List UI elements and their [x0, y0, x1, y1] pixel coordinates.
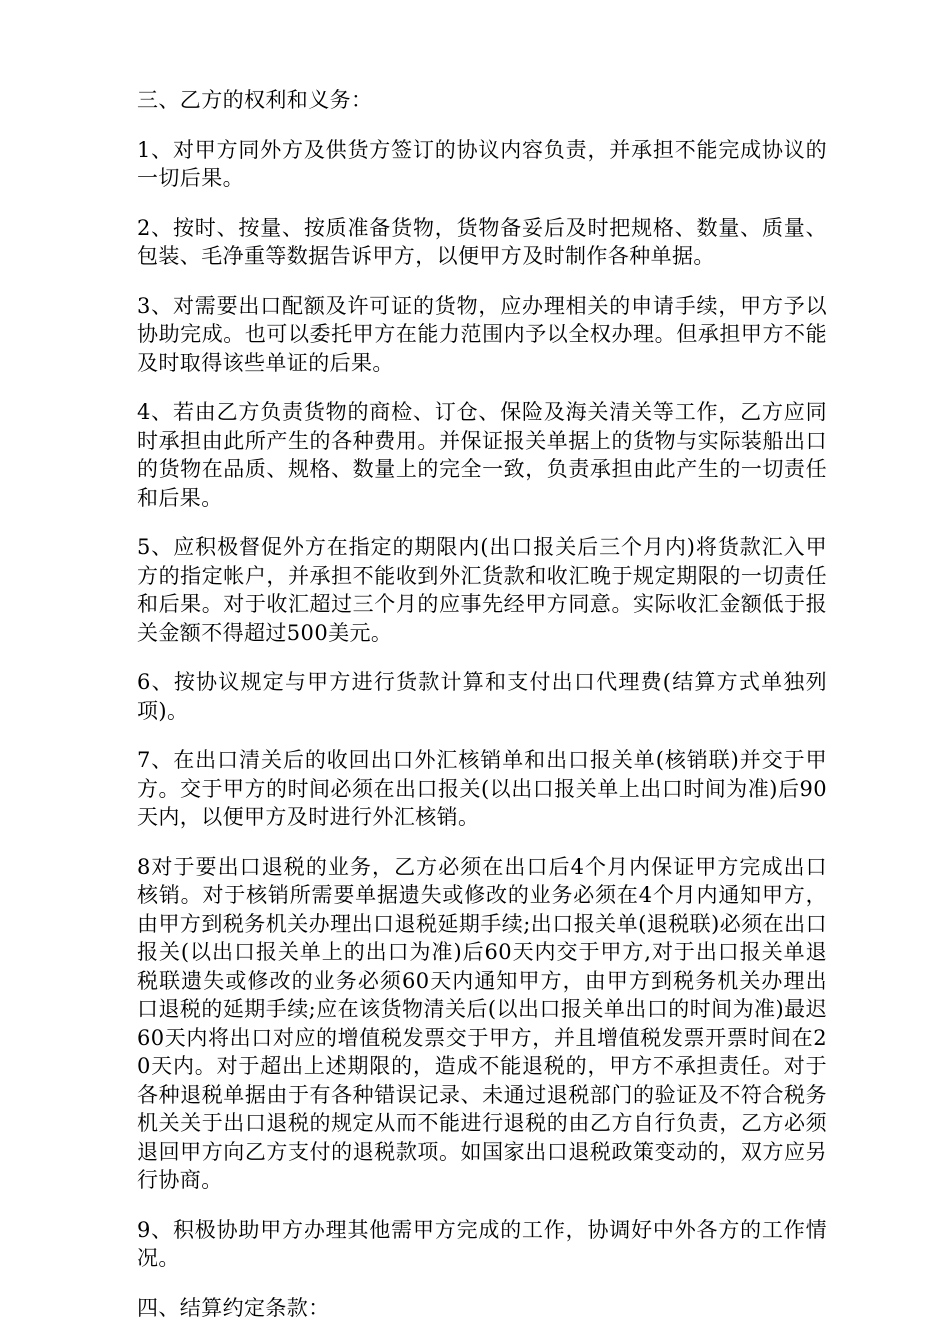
clause-9: 9、积极协助甲方办理其他需甲方完成的工作，协调好中外各方的工作情况。 [137, 1217, 827, 1270]
document-body [137, 86, 827, 1343]
clause-1: 1、对甲方同外方及供货方签订的协议内容负责，并承担不能完成协议的一切后果。 [137, 137, 827, 190]
clause-4: 4、若由乙方负责货物的商检、订仓、保险及海关清关等工作，乙方应同时承担由此所产生的各种费用。并保证报关单据上的货物与实际装船出口的货物在品质、规格、数量上的完全一致，负责承担由此产生的一切责任和后果。 [137, 400, 827, 510]
section-heading-settlement: 四、结算约定条款： [137, 1295, 330, 1320]
clause-3: 3、对需要出口配额及许可证的货物，应办理相关的申请手续，甲方予以协助完成。也可以委托甲方在能力范围内予以全权办理。但承担甲方不能及时取得该些单证的后果。 [137, 293, 827, 375]
clause-5: 5、应积极督促外方在指定的期限内(出口报关后三个月内)将货款汇入甲方的指定帐户，并承担不能收到外汇货款和收汇晚于规定期限的一切责任和后果。对于收汇超过三个月的应事先经甲方同意。实际收汇金额低于报关金额不得超过500美元。 [137, 535, 827, 645]
clause-6: 6、按协议规定与甲方进行货款计算和支付出口代理费(结算方式单独列项)。 [137, 670, 827, 723]
section-heading-rights-obligations: 三、乙方的权利和义务： [137, 88, 373, 112]
clause-7: 7、在出口清关后的收回出口外汇核销单和出口报关单(核销联)并交于甲方。交于甲方的时间必须在出口报关(以出口报关单上出口时间为准)后90天内，以便甲方及时进行外汇核销。 [137, 748, 827, 829]
clause-8: 8对于要出口退税的业务，乙方必须在出口后4个月内保证甲方完成出口核销。对于核销所需要单据遗失或修改的业务必须在4个月内通知甲方，由甲方到税务机关办理出口退税延期手续;出口报关单(退税联)必须在出口报关(以出口报关单上的出口为准)后60天内交于甲方,对于出口报关单退税联遗失或修改的业务必须60天内通知甲方，由甲方到税务机关办理出口退税的延期手续;应在该货物清关后(以出口报关单出口的时间为准)最迟60天内将出口对应的增值税发票交于甲方，并且增值税发票开票时间在20天内。对于超出上述期限的，造成不能退税的，甲方不承担责任。对于各种退税单据由于有各种错误记录、未通过退税部门的验证及不符合税务机关关于出口退税的规定从而不能进行退税的由乙方自行负责，乙方必须退回甲方向乙方支付的退税款项。如国家出口退税政策变动的，双方应另行协商。 [137, 854, 827, 1192]
clause-2: 2、按时、按量、按质准备货物，货物备妥后及时把规格、数量、质量、包装、毛净重等数据告诉甲方，以便甲方及时制作各种单据。 [137, 215, 827, 268]
